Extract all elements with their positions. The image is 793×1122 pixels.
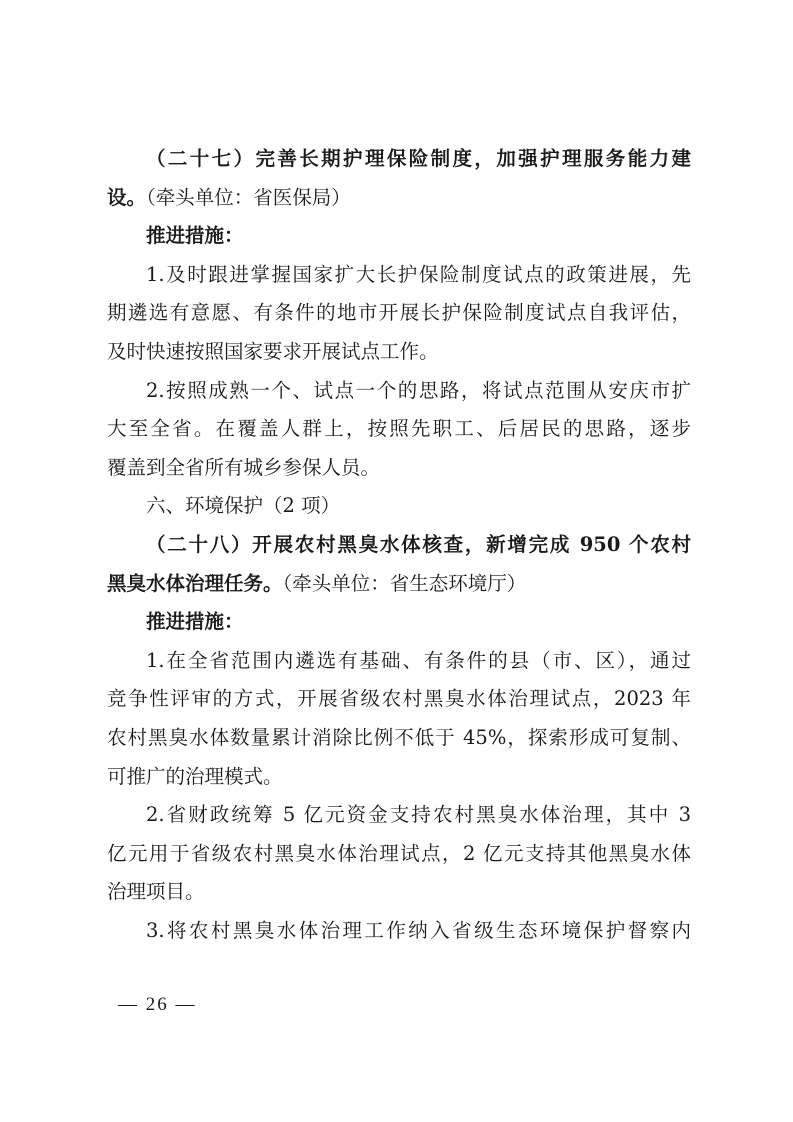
measure-27-2-line3: 覆盖到全省所有城乡参保人员。 (107, 455, 381, 479)
measures-label-27: 推进措施： (146, 224, 244, 248)
heading-28-title-end: 黑臭水体治理任务。 (107, 571, 283, 595)
heading-27-title-end: 设。 (107, 185, 147, 209)
heading-27-line2 (107, 179, 691, 218)
measure-27-1-line1: 1.及时跟进掌握国家扩大长护保险制度试点的政策进展，先 (146, 262, 691, 286)
section-6-heading: 六、环境保护（2 项） (146, 494, 341, 518)
heading-28-line2 (107, 565, 691, 604)
page-number: — 26 — (118, 994, 197, 1015)
measures-label-28: 推进措施： (146, 610, 244, 634)
measure-28-1-line2: 竞争性评审的方式，开展省级农村黑臭水体治理试点，2023 年 (107, 687, 691, 711)
page-body (107, 140, 691, 950)
heading-28-lead-unit: （牵头单位：省生态环境厅） (282, 571, 527, 595)
measure-28-2-line2: 亿元用于省级农村黑臭水体治理试点，2 亿元支持其他黑臭水体 (107, 841, 691, 865)
heading-27-title: （二十七）完善长期护理保险制度，加强护理服务能力建 (146, 147, 691, 170)
heading-28-line1 (107, 526, 691, 565)
measure-27-2-line1: 2.按照成熟一个、试点一个的思路，将试点范围从安庆市扩 (146, 378, 691, 402)
heading-27-line1 (107, 140, 691, 179)
measure-27-1-line2: 期遴选有意愿、有条件的地市开展长护保险制度试点自我评估， (107, 301, 691, 325)
heading-28-title: （二十八）开展农村黑臭水体核查，新增完成 950 个农村 (146, 532, 691, 556)
measure-27-1-line3: 及时快速按照国家要求开展试点工作。 (107, 339, 439, 363)
measure-28-2-line1: 2.省财政统筹 5 亿元资金支持农村黑臭水体治理，其中 3 (146, 803, 691, 827)
heading-27-lead-unit: （牵头单位：省医保局） (146, 185, 351, 209)
measure-28-1-line3: 农村黑臭水体数量累计消除比例不低于 45%，探索形成可复制、 (107, 725, 691, 749)
measure-28-1-line4: 可推广的治理模式。 (107, 764, 283, 788)
measure-28-2-line3: 治理项目。 (107, 880, 205, 904)
measure-28-1-line1: 1.在全省范围内遴选有基础、有条件的县（市、区），通过 (146, 648, 691, 672)
measure-28-3-line1: 3.将农村黑臭水体治理工作纳入省级生态环境保护督察内 (146, 918, 691, 942)
measure-27-2-line2: 大至全省。在覆盖人群上，按照先职工、后居民的思路，逐步 (107, 417, 691, 441)
